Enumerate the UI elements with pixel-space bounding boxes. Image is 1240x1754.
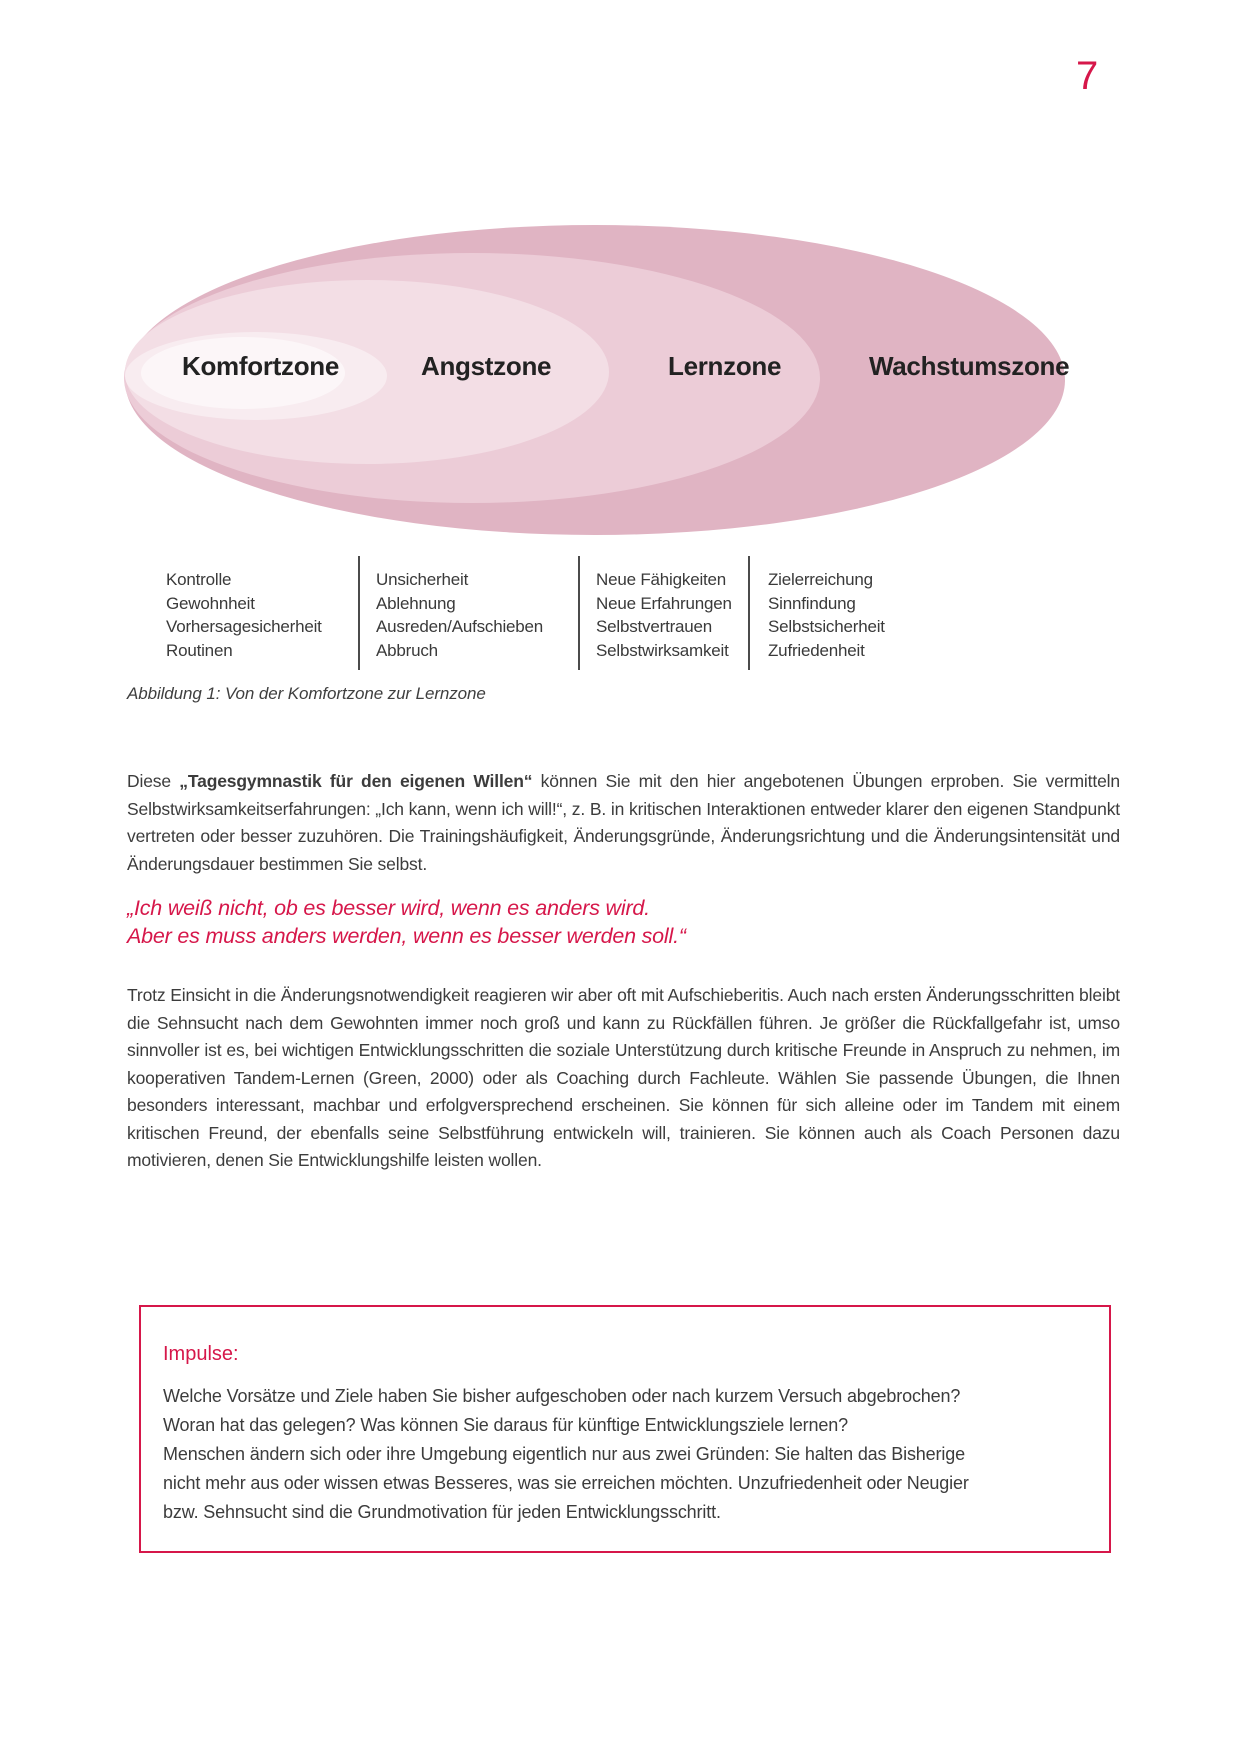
zone-label-komfortzone: Komfortzone	[182, 351, 340, 381]
page-number: 7	[1076, 54, 1099, 98]
impulse-line: nicht mehr aus oder wissen etwas Besseres, was sie erreichen möchten. Unzufriedenheit oder Neugier	[163, 1473, 969, 1493]
list-item: Routinen	[166, 640, 233, 660]
list-item: Abbruch	[376, 640, 438, 660]
list-item: Selbstvertrauen	[596, 617, 713, 636]
list-item: Selbstwirksamkeit	[596, 640, 729, 660]
impulse-line: Woran hat das gelegen? Was können Sie daraus für künftige Entwicklungsziele lernen?	[163, 1415, 848, 1435]
list-item: Sinnfindung	[768, 593, 856, 613]
column-divider	[578, 556, 580, 670]
list-item: Neue Fähigkeiten	[596, 570, 727, 589]
list-item: Ablehnung	[376, 593, 456, 613]
list-item: Kontrolle	[166, 570, 232, 589]
paragraph-bold-phrase: „Tagesgymnastik für den eigenen Willen“	[179, 771, 533, 791]
impulse-line: Welche Vorsätze und Ziele haben Sie bisher aufgeschoben oder nach kurzem Versuch abgebrochen?	[163, 1386, 961, 1406]
pull-quote-line: „Ich weiß nicht, ob es besser wird, wenn es anders wird.	[127, 896, 650, 920]
list-item: Zielerreichung	[768, 570, 873, 589]
pull-quote	[127, 895, 686, 950]
column-divider	[748, 556, 750, 670]
zone-attributes-column-angstzone	[376, 568, 543, 662]
list-item: Zufriedenheit	[768, 640, 865, 660]
zone-attributes-column-lernzone	[596, 568, 732, 662]
list-item: Selbstsicherheit	[768, 617, 885, 636]
paragraph-text: können Sie mit den hier angebotenen Übungen erproben. Sie vermitteln Selbstwirksamkeitserfahrungen: „Ich kann, wenn ich will!“, z. B. in kritischen Interaktionen entweder klarer den eigenen Standpunkt vertreten oder besser zuzuhören. Die Trainingshäufigkeit, Änderungsgründe, Änderungsrichtung und die Änderungsintensität und Änderungsdauer bestimmen Sie selbst.	[127, 771, 1120, 874]
list-item: Ausreden/Aufschieben	[376, 617, 544, 636]
impulse-line: Menschen ändern sich oder ihre Umgebung eigentlich nur aus zwei Gründen: Sie halten das Bisherige	[163, 1444, 965, 1464]
impulse-title: Impulse:	[163, 1343, 239, 1365]
zone-label-angstzone: Angstzone	[421, 351, 552, 381]
list-item: Unsicherheit	[376, 570, 469, 589]
list-item: Neue Erfahrungen	[596, 593, 732, 613]
zone-attributes-column-wachstumszone	[768, 568, 885, 662]
zone-attributes-column-komfortzone	[166, 568, 322, 662]
figure-caption: Abbildung 1: Von der Komfortzone zur Lernzone	[127, 684, 486, 703]
pull-quote-line: Aber es muss anders werden, wenn es besser werden soll.“	[127, 923, 686, 948]
zone-label-wachstumszone: Wachstumszone	[869, 351, 1070, 381]
zone-label-lernzone: Lernzone	[668, 351, 782, 381]
body-paragraph	[127, 768, 1120, 878]
body-paragraph: Trotz Einsicht in die Änderungsnotwendigkeit reagieren wir aber oft mit Aufschieberitis. Auch nach ersten Änderungsschritten bleibt die Sehnsucht nach dem Gewohnten immer noch groß und kann zu Rückfällen führen. Je größer die Rückfallgefahr ist, umso sinnvoller ist es, bei wichtigen Entwicklungsschritten die soziale Unterstützung durch kritische Freunde in Anspruch zu nehmen, im kooperativen Tandem-Lernen (Green, 2000) oder als Coaching durch Fachleute. Wählen Sie passende Übungen, die Ihnen besonders interessant, machbar und erfolgversprechend erscheinen. Sie können für sich alleine oder im Tandem mit einem kritischen Freund, der ebenfalls seine Selbstführung entwickeln will, trainieren. Sie können auch als Coach Personen dazu motivieren, denen Sie Entwicklungshilfe leisten wollen.	[127, 985, 1120, 1170]
impulse-box	[139, 1305, 1111, 1553]
paragraph-text: Diese	[127, 771, 180, 791]
list-item: Vorhersagesicherheit	[166, 617, 322, 636]
list-item: Gewohnheit	[166, 593, 255, 613]
impulse-line: bzw. Sehnsucht sind die Grundmotivation für jeden Entwicklungsschritt.	[163, 1502, 721, 1522]
column-divider	[358, 556, 360, 670]
